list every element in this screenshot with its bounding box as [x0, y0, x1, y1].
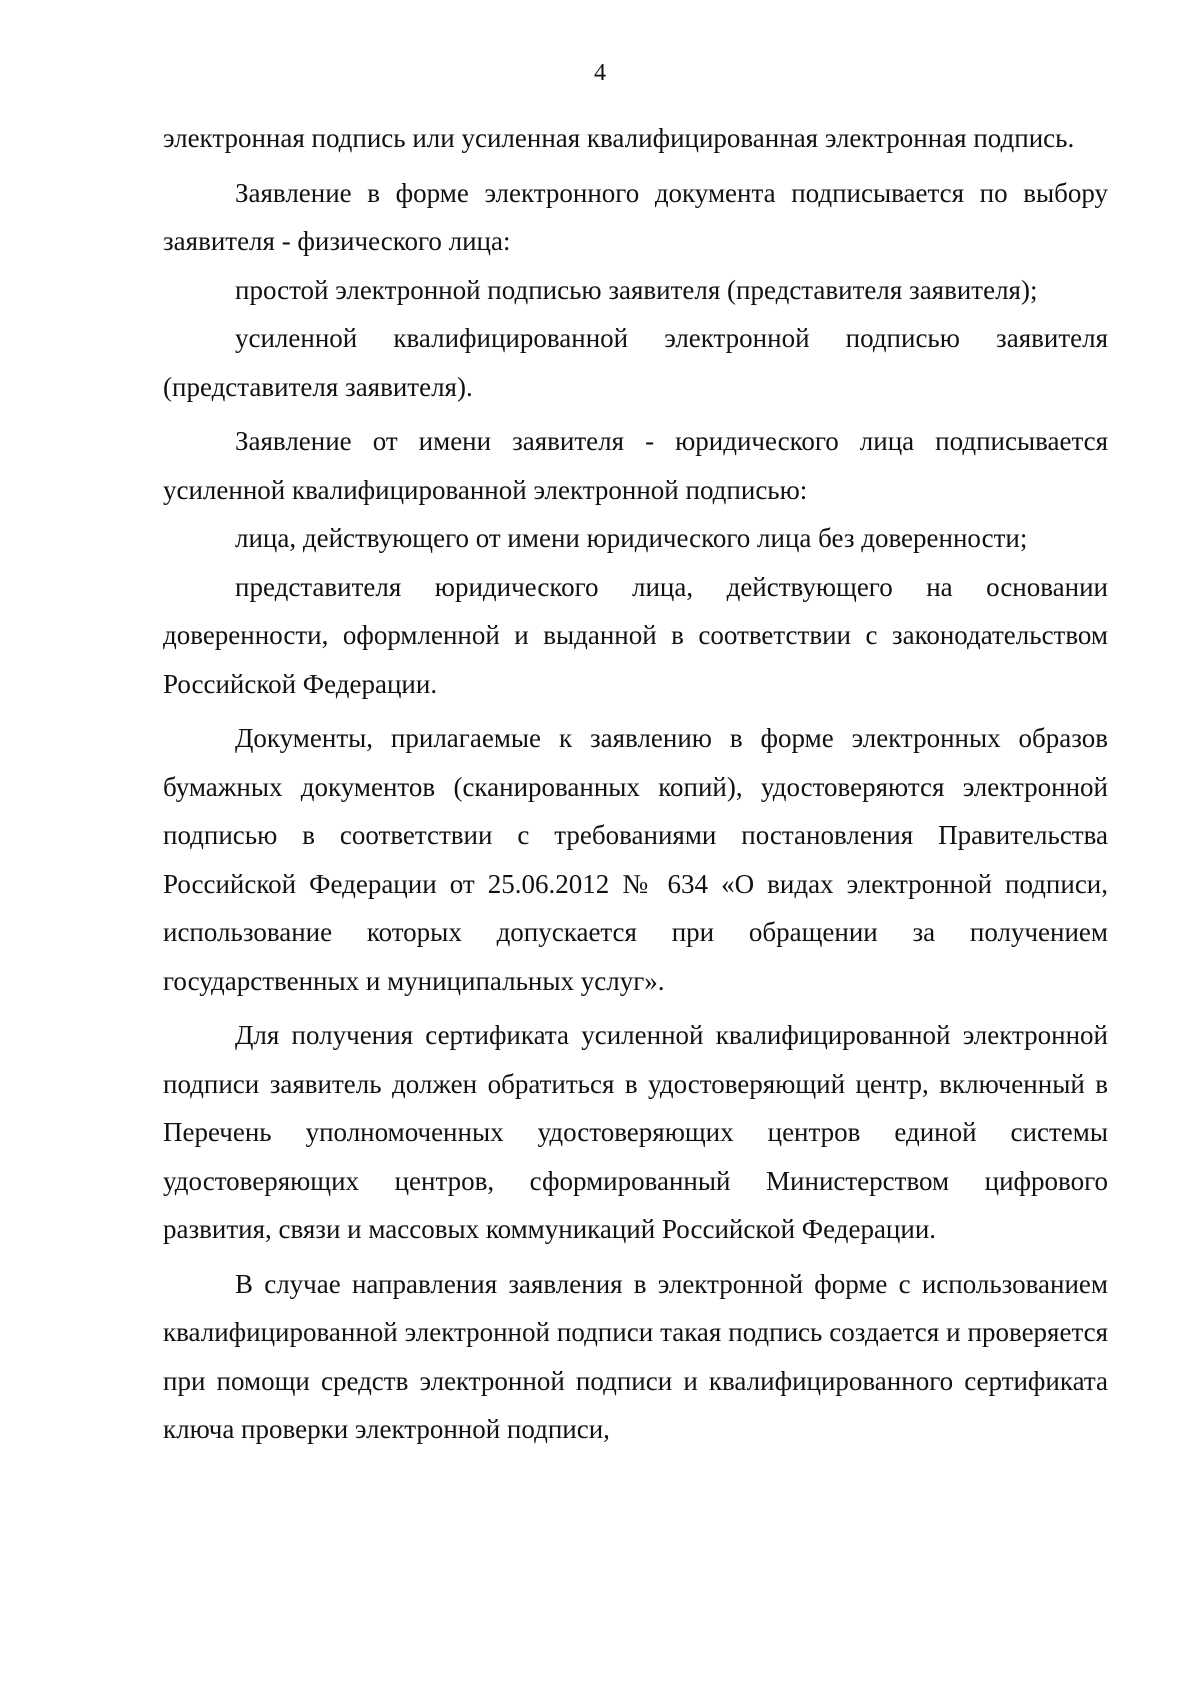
list-item-representative: представителя юридического лица, действующего на основании доверенности, оформленной и выданной в соответствии с законодательством Российской Федерации. — [163, 571, 1108, 699]
paragraph-signing-legal-entity: Заявление от имени заявителя - юридического лица подписывается усиленной квалифицированной электронной подписью: — [163, 426, 1108, 505]
page-number: 4 — [594, 60, 606, 86]
paragraph-qualified-signature-check: В случае направления заявления в электронной форме с использованием квалифицированной электронной подписи такая подпись создается и проверяется при помощи средств электронной подписи и квалифицированного сертификата ключа проверки электронной подписи, — [163, 1268, 1108, 1444]
list-item-simple-signature: простой электронной подписью заявителя (представителя заявителя); — [235, 274, 1038, 305]
paragraph-attached-documents: Документы, прилагаемые к заявлению в форме электронных образов бумажных документов (сканированных копий), удостоверяются электронной подписью в соответствии с требованиями постановления Правительства Российской Федерации от 25.06.2012 № 634 «О видах электронной подписи, использование которых допускается при обращении за получением государственных и муниципальных услуг». — [163, 723, 1108, 996]
paragraph-continuation: электронная подпись или усиленная квалифицированная электронная подпись. — [163, 123, 1075, 153]
document-body — [163, 114, 1108, 1454]
list-item-without-power-of-attorney: лица, действующего от имени юридического лица без доверенности; — [235, 523, 1028, 553]
paragraph-certificate: Для получения сертификата усиленной квалифицированной электронной подписи заявитель должен обратиться в удостоверяющий центр, включенный в Перечень уполномоченных удостоверяющих центров единой системы удостоверяющих центров, сформированный Министерством цифрового развития, связи и массовых коммуникаций Российской Федерации. — [163, 1020, 1108, 1244]
paragraph-signing-physical-person: Заявление в форме электронного документа подписывается по выбору заявителя - физического лица: — [163, 177, 1108, 256]
list-item-qualified-signature: усиленной квалифицированной электронной подписью заявителя (представителя заявителя). — [163, 323, 1108, 402]
